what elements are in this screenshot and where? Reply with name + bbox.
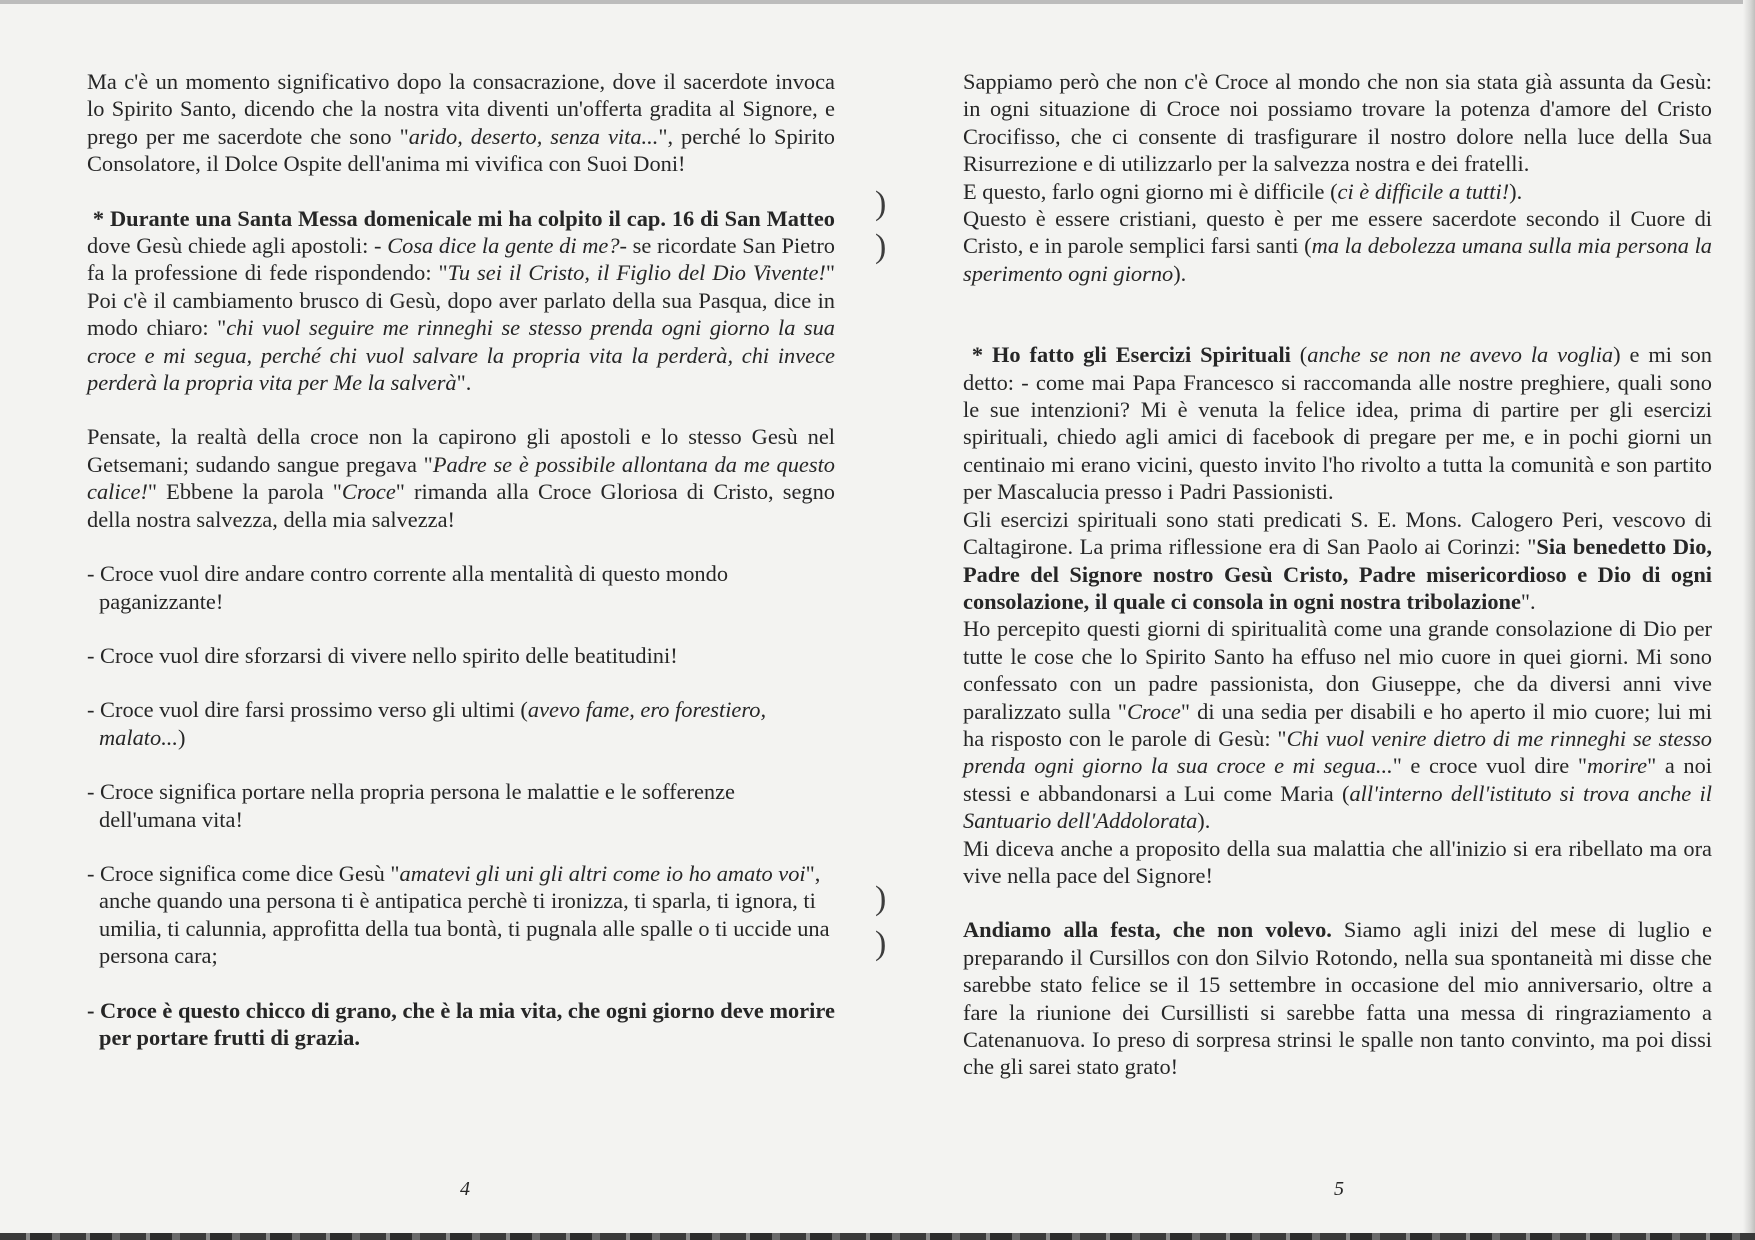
list-item: - Croce significa portare nella propria persona le malattie e le sofferenze dell'umana vita! <box>87 779 735 832</box>
paragraph: Mi diceva anche a proposito della sua malattia che all'inizio si era ribellato ma ora vive nella pace del Signore! <box>963 835 1712 888</box>
top-edge <box>0 0 1755 4</box>
bottom-edge <box>0 1233 1755 1240</box>
paragraph: Andiamo alla festa, che non volevo. Siamo agli inizi del mese di luglio e preparando il Cursillos con don Silvio Rotondo, nella sua spontaneità mi disse che sarebbe stato felice se il 15 settembre in occasione del mio anniversario, oltre a fare la riunione dei Cursillisti si sarebbe fatta una messa di ringraziamento a Catenanuova. Io preso di sorpresa strinsi le spalle non tanto convinto, ma poi dissi che gli sarei stato grato! <box>963 917 1712 1080</box>
page-number: 4 <box>460 1178 470 1200</box>
binding-hole-mark: ) <box>875 880 887 917</box>
paragraph: Pensate, la realtà della croce non la capirono gli apostoli e lo stesso Gesù nel Getsemani; sudando sangue pregava "Padre se è possibile allontana da me questo calice!" Ebbene la parola "Croce" rimanda alla Croce Gloriosa di Cristo, segno della nostra salvezza, della mia salvezza! <box>87 424 835 532</box>
list-item: - Croce vuol dire andare contro corrente alla mentalità di questo mondo paganizzante! <box>87 561 729 614</box>
binding-hole-mark: ) <box>875 185 887 222</box>
list-item: - Croce vuol dire sforzarsi di vivere nello spirito delle beatitudini! <box>87 642 678 668</box>
paragraph: Questo è essere cristiani, questo è per me essere sacerdote secondo il Cuore di Cristo, e in parole semplici farsi santi (ma la debolezza umana sulla mia persona la sperimento ogni giorno). <box>963 206 1713 286</box>
paragraph: Ma c'è un momento significativo dopo la consacrazione, dove il sacerdote invoca lo Spirito Santo, dicendo che la nostra vita diventi un'offerta gradita al Signore, e prego per me sacerdote che sono "arido, deserto, senza vita...", perché lo Spirito Consolatore, il Dolce Ospite dell'anima mi vivifica con Suoi Doni! <box>87 69 835 177</box>
list-item: - Croce vuol dire farsi prossimo verso gli ultimi (avevo fame, ero forestiero, malato...) <box>87 697 767 750</box>
page-number: 5 <box>1334 1178 1344 1200</box>
left-page <box>87 68 835 1051</box>
paragraph: Sappiamo però che non c'è Croce al mondo che non sia stata già assunta da Gesù: in ogni situazione di Croce noi possiamo trovare la potenza d'amore del Cristo Crocifisso, che ci consente di trasfigurare il nostro dolore nella luce della Sua Risurrezione e di utilizzarlo per la salvezza nostra e dei fratelli. <box>963 69 1712 177</box>
right-page <box>963 68 1712 1081</box>
list-item: - Croce significa come dice Gesù "amatevi gli uni gli altri come io ho amato voi", anche quando una persona ti è antipatica perchè ti ironizza, ti sparla, ti ignora, ti umilia, ti calunnia, approfitta della tua bontà, ti pugnala alle spalle o ti uccide una persona cara; <box>87 860 830 969</box>
paragraph: Ho percepito questi giorni di spiritualità come una grande consolazione di Dio per tutte le cose che lo Spirito Santo ha effuso nel mio cuore in quei giorni. Mi sono confessato con un padre passionista, don Giuseppe, che da diversi anni vive paralizzato sulla "Croce" di una sedia per disabili e ho aperto il mio cuore; lui mi ha risposto con le parole di Gesù: "Chi vuol venire dietro di me rinneghi se stesso prenda ogni giorno la sua croce e mi segua..." e croce vuol dire "morire" a noi stessi e abbandonarsi a Lui come Maria (all'interno dell'istituto si trova anche il Santuario dell'Addolorata). <box>963 616 1712 834</box>
paragraph: E questo, farlo ogni giorno mi è difficile (ci è difficile a tutti!). <box>963 178 1523 204</box>
binding-hole-mark: ) <box>875 925 887 962</box>
right-edge-shadow <box>1743 0 1755 1240</box>
binding-hole-mark: ) <box>875 228 887 265</box>
paragraph: Gli esercizi spirituali sono stati predicati S. E. Mons. Calogero Peri, vescovo di Caltagirone. La prima riflessione era di San Paolo ai Corinzi: "Sia benedetto Dio, Padre del Signore nostro Gesù Cristo, Padre misericordioso e Dio di ogni consolazione, il quale ci consola in ogni nostra tribolazione". <box>963 506 1713 614</box>
list-item: - Croce è questo chicco di grano, che è la mia vita, che ogni giorno deve morire per portare frutti di grazia. <box>87 997 835 1050</box>
paragraph: * Ho fatto gli Esercizi Spirituali (anche se non ne avevo la voglia) e mi son detto: - come mai Papa Francesco si raccomanda alle nostre preghiere, quali sono le sue intenzioni? Mi è venuta la felice idea, prima di partire per gli esercizi spirituali, chiedo agli amici di facebook di pregare per me, e in pochi giorni un centinaio mi erano vicini, questo invito l'ho rivolto a tutta la comunità e son partito per Mascalucia presso i Padri Passionisti. <box>963 342 1712 505</box>
paragraph: * Durante una Santa Messa domenicale mi ha colpito il cap. 16 di San Matteo dove Gesù chiede agli apostoli: - Cosa dice la gente di me?- se ricordate San Pietro fa la professione di fede rispondendo: "Tu sei il Cristo, il Figlio del Dio Vivente!" Poi c'è il cambiamento brusco di Gesù, dopo aver parlato della sua Pasqua, dice in modo chiaro: "chi vuol seguire me rinneghi se stesso prenda ogni giorno la sua croce e mi segua, perché chi vuol salvare la propria vita la perderà, chi invece perderà la propria vita per Me la salverà". <box>87 205 835 396</box>
